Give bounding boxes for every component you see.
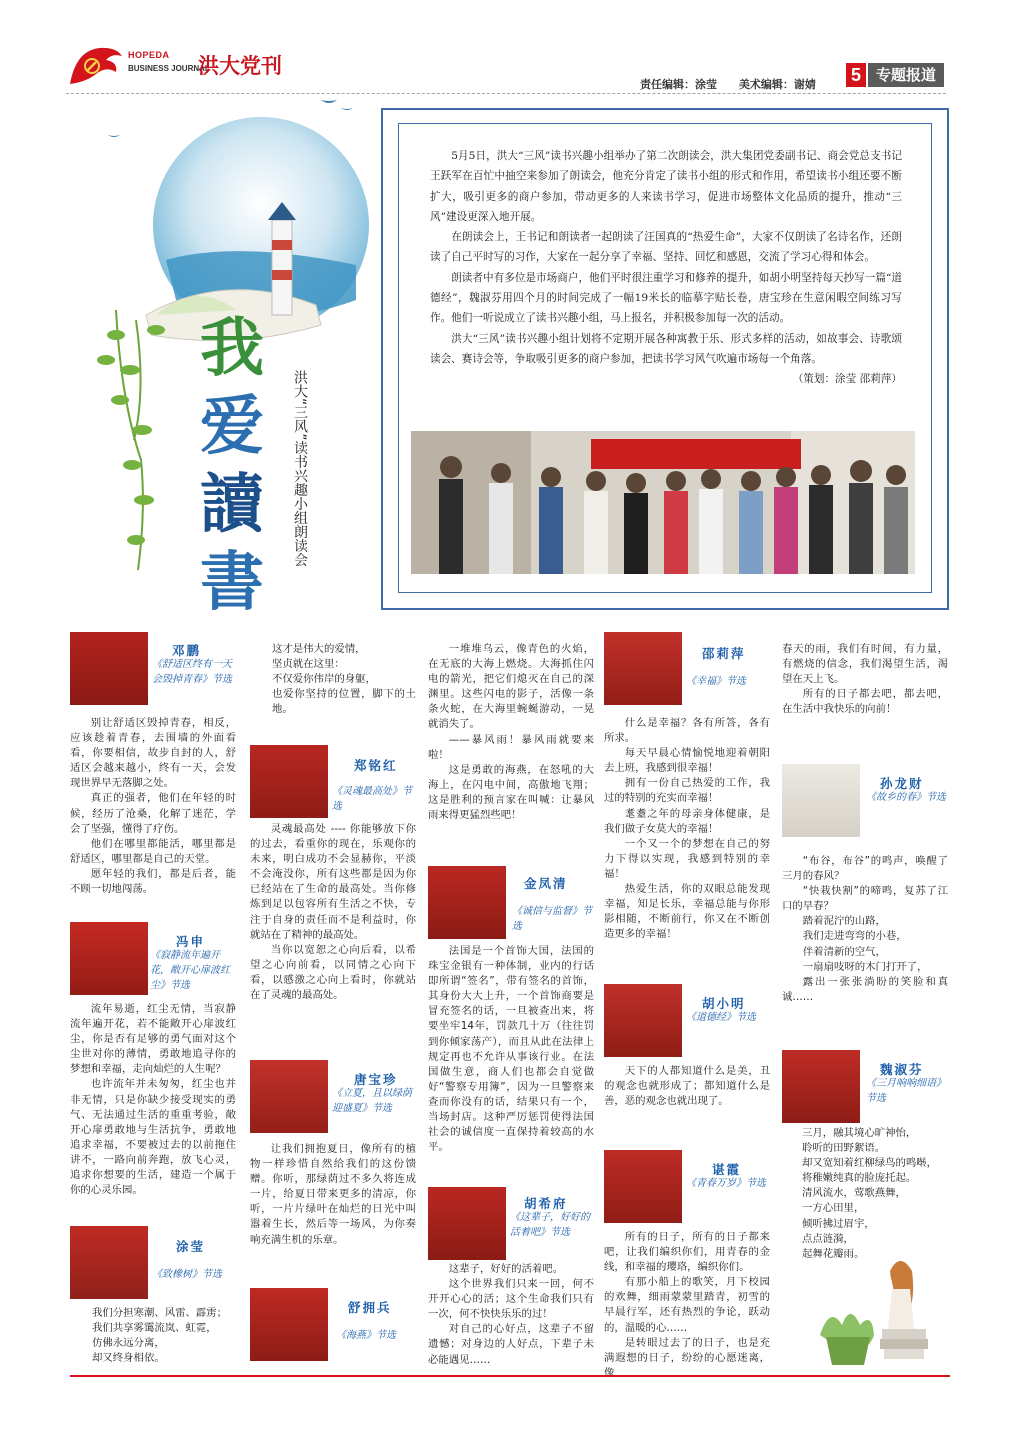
portrait-chenxia xyxy=(604,1150,682,1223)
author-name: 邓鹏 xyxy=(172,643,202,658)
poem-line: 我们共享雾霭流岚、虹霓， xyxy=(92,1322,217,1335)
footer-divider xyxy=(70,1375,950,1377)
poem-line: 一方心田里， xyxy=(802,1202,865,1215)
poem-line: 却又终身相依。 xyxy=(92,1352,165,1365)
piece-title: 《故乡的春》节选 xyxy=(866,792,946,803)
page-number: 5 xyxy=(846,63,866,87)
masthead-logo xyxy=(66,44,296,90)
piece-title: 《幸福》节选 xyxy=(686,676,746,687)
party-flag-icon xyxy=(66,44,124,90)
piece-title: 《舒适区终有一天会毁掉青春》节选 xyxy=(152,659,232,685)
poem-line: 这才是伟大的爱情， xyxy=(272,643,366,655)
reading-girl-illustration xyxy=(800,1245,950,1373)
piece-title: 《这辈子，好好的活着吧》节选 xyxy=(510,1212,590,1238)
poem-continuation xyxy=(250,642,416,717)
section-tag xyxy=(846,63,944,87)
portrait-huxiaoming xyxy=(604,984,682,1057)
page-header xyxy=(0,0,1024,95)
article-paragraph: 什么是幸福？各有所答，各有所求。 xyxy=(604,717,770,745)
piece-title: 《寂静流年遍开花，敞开心扉波红尘》节选 xyxy=(150,950,230,991)
article-body xyxy=(250,822,416,1003)
author-name: 孙龙财 xyxy=(880,776,924,791)
article-body xyxy=(428,944,594,1155)
piece-title: 《三月响响细语》节选 xyxy=(866,1078,946,1104)
article-paragraph: 法国是一个首饰大国，法国的珠宝金银有一种体制，业内的行话即所谓“签名”，带有签名的首饰，其身份大大上升，一个首饰商要是冒充签名的话，一旦被查出来，将要坐牢14年，罚款几十万（往往罚到你倾家荡产），而且从此在法律上规定再也不允许从事该行业。在法国做生意，商人们也都会自觉做好“警察专用簿”，因为一旦警察来查而你没有的话，结果只有一个，当场封店。这种严厉惩罚使得法国社会的诚信度一直保持着较高的水平。 xyxy=(428,945,594,1154)
intro-credit: （策划：涂莹 邵莉萍） xyxy=(792,373,902,386)
portrait-dengpeng xyxy=(70,632,148,705)
article-paragraph: 所有的日子都去吧，都去吧，在生活中我快乐的向前！ xyxy=(782,688,948,716)
piece-title: 《致橡树》节选 xyxy=(152,1269,222,1280)
portrait-sunlongcai xyxy=(782,764,860,837)
poem-line: “布谷，布谷”的鸣声，唤醒了三月的春风？ xyxy=(782,855,948,883)
poem-line: “快栽快割”的啼鸣，复苏了江口的早春？ xyxy=(782,885,948,913)
portrait-tuying xyxy=(70,1226,148,1299)
poem-line: 却又宽知着红柳绿鸟的鸣啭， xyxy=(802,1157,938,1170)
article-paragraph: 热爱生活，你的双眼总能发现幸福，知足长乐，幸福总能与你形影相随，不断前行，你又在不断创造更多的幸福！ xyxy=(604,883,770,941)
piece-title: 《青春万岁》节选 xyxy=(686,1178,766,1189)
author-name: 郑铭红 xyxy=(354,758,398,773)
portrait-tangbaozhen xyxy=(250,1060,328,1133)
article-paragraph: 天下的人都知道什么是美，丑的观念也就形成了；都知道什么是善，恶的观念也就出现了。 xyxy=(604,1065,770,1108)
portrait-fengshen xyxy=(70,922,148,995)
article-paragraph: 一个又一个的梦想在自己的努力下得以实现，我感到特别的幸福！ xyxy=(604,837,770,880)
section-title: 专题报道 xyxy=(868,63,944,87)
feature-title xyxy=(200,310,280,622)
poem-line: 也爱你坚持的位置，脚下的土地。 xyxy=(272,688,416,716)
poem-line: 我们走进弯弯的小巷， xyxy=(802,930,907,943)
author-name: 冯申 xyxy=(176,934,206,949)
poem-line: 起舞花瓣雨。 xyxy=(802,1247,865,1260)
article-paragraph: 当你以宽恕之心向后看，以希望之心向前看，以同情之心向下看，以感激之心向上看时，你就站在了灵魂的最高处。 xyxy=(250,943,416,1002)
poem-line: 将稚嫩纯真的脸庞托起。 xyxy=(802,1172,917,1185)
author-name: 唐宝珍 xyxy=(354,1072,398,1087)
article-body xyxy=(92,1306,242,1366)
editor-credits xyxy=(640,76,834,92)
article-paragraph: 他们在哪里都能活，哪里都是舒适区，哪里都是自己的天堂。 xyxy=(70,837,236,865)
article-paragraph: 流年易逝，红尘无情，当寂静流年遍开花，若不能敞开心扉波红尘，你是否有足够的勇气面对这个尘世对你的薄情，勇敢地追寻你的梦想和幸福，走向灿烂的人生呢？ xyxy=(70,1003,236,1076)
title-char: 讀 xyxy=(200,467,264,542)
piece-title: 《立夏，且以绿荫迎盛夏》节选 xyxy=(332,1088,412,1114)
poem-line: 不仅爱你伟岸的身躯， xyxy=(272,673,376,686)
portrait-shuyongbing xyxy=(250,1288,328,1361)
art-editor-label: 美术编辑：谢婧 xyxy=(738,78,816,91)
title-char: 書 xyxy=(200,545,264,620)
portrait-huxifu xyxy=(428,1187,506,1260)
poem-line: 踏着泥泞的山路， xyxy=(802,915,886,928)
logo-chinese: 洪大党刊 xyxy=(198,54,282,78)
article-paragraph: 让我们拥抱夏日，像所有的植物一样珍惜自然给我们的这份馈赠。你听，那绿荫过不多久将连成一片，给夏日带来更多的清凉，你听，一片片绿叶在灿烂的日光中叫嚣着生长，然后等一场风，为你奏响充满生机的乐章。 xyxy=(250,1143,416,1246)
article-paragraph: 别让舒适区毁掉青春，相反，应该趁着青春，去围墙的外面看看，你要相信，故步自封的人，舒适区会越来越小，终有一天，会发现世界早无落脚之处。 xyxy=(70,717,236,790)
poem-line: 倾听拂过眉宇， xyxy=(802,1217,875,1230)
article-paragraph: 是转眼过去了的日子，也是充满遐想的日子，纷纷的心愿迷离，像 xyxy=(604,1336,770,1379)
article-paragraph: 也许流年并未匆匆，红尘也并非无情，只是你缺少接受现实的勇气、无法通过生活的重重考验，敞开心扉勇敢地与生活抗争，勇敢地追求幸福，不要被过去的以前拖住讲不，一路向前奔跑，放飞心灵，追求你想要的生活，建造一个属于你的心灵乐园。 xyxy=(70,1078,236,1197)
article-body xyxy=(604,1064,770,1109)
article-body xyxy=(604,1230,770,1381)
intro-paragraph: 洪大“三风”读书兴趣小组计划将不定期开展各种寓教于乐、形式多样的活动，如故事会、诗歌颂读会、赛诗会等，争取吸引更多的商户参加，把读书学习风气吹遍市场每一个角落。 xyxy=(430,332,902,365)
editor-label: 责任编辑：涂莹 xyxy=(640,78,717,91)
article-body xyxy=(428,1262,594,1368)
article-body xyxy=(802,1126,948,1262)
poem-line: 坚贞就在这里： xyxy=(272,658,345,671)
author-name: 魏淑芬 xyxy=(880,1062,924,1077)
article-paragraph: 春天的雨，我们有时间，有力量，有燃烧的信念，我们渴望生活，渴望在天上飞。 xyxy=(782,643,948,686)
piece-title: 《道德经》节选 xyxy=(686,1012,756,1023)
poem-line: 三月，融其境心旷神怡， xyxy=(802,1127,917,1139)
logo-english-bottom: BUSINESS JOURNAL xyxy=(128,64,210,73)
article-paragraph: 这个世界我们只来一回，何不开开心心的活；这个生命我们只有一次，何不快快乐乐的过！ xyxy=(428,1278,594,1321)
author-name: 胡小明 xyxy=(702,996,746,1011)
article-paragraph: 拥有一份自己热爱的工作，我过的特别的充实而幸福！ xyxy=(604,777,770,805)
portrait-zhengminghong xyxy=(250,745,328,818)
feature-subtitle: 洪大“三风”读书兴趣小组朗读会 xyxy=(292,370,308,567)
group-photo-image xyxy=(411,431,915,574)
article-paragraph: 这是勇敢的海燕，在怒吼的大海上，在闪电中间，高傲地飞翔；这是胜利的预言家在叫喊：让暴风雨来得更猛烈些吧！ xyxy=(428,763,594,822)
article-paragraph: 有那小船上的歌笑，月下校园的欢舞，细雨蒙蒙里踏青，初雪的早晨行军，还有热烈的争论，跃动的，温暖的心…… xyxy=(604,1276,770,1334)
portrait-shaoliping xyxy=(604,632,682,705)
piece-title: 《灵魂最高处》节选 xyxy=(332,786,412,812)
article-paragraph: 这辈子，好好的活着吧。 xyxy=(448,1263,564,1275)
article-paragraph: 一堆堆乌云，像青色的火焰，在无底的大海上燃烧。大海抓住闪电的箭光，把它们熄灭在自己的深渊里。这些闪电的影子，活像一条条火蛇，在大海里蜿蜒游动，一晃就消失了。 xyxy=(428,643,594,731)
portrait-jinfengqing xyxy=(428,866,506,939)
article-body xyxy=(782,854,948,1005)
poem-line: 我们分担寒潮、风雷、霹雳； xyxy=(92,1307,228,1319)
article-body xyxy=(70,716,236,897)
logo-english-top: HOPEDA xyxy=(128,50,170,60)
author-name: 舒拥兵 xyxy=(348,1300,392,1315)
author-name: 涂莹 xyxy=(176,1239,206,1254)
portrait-weishufen xyxy=(782,1050,860,1123)
group-photo xyxy=(411,431,915,574)
article-paragraph: 耄耋之年的母亲身体健康，是我们做子女莫大的幸福！ xyxy=(604,807,770,835)
author-name: 谌霞 xyxy=(712,1162,742,1177)
author-name: 胡希府 xyxy=(524,1196,568,1211)
poem-line: 仿佛永远分离， xyxy=(92,1337,165,1350)
haiyan-excerpt xyxy=(428,642,594,823)
poem-line: 聆听的田野絮语。 xyxy=(802,1142,886,1155)
header-divider xyxy=(66,93,946,94)
qingchun-continuation xyxy=(782,642,948,717)
poem-line: 露出一张张淌盼的笑脸和真诚…… xyxy=(782,975,948,1003)
poem-line: 一扇扇吱呀的木门打开了， xyxy=(802,960,928,973)
poem-line: 伴着清新的空气， xyxy=(802,945,886,958)
poem-line: 清风流水，莺歌燕舞， xyxy=(802,1187,906,1200)
title-char: 爱 xyxy=(200,389,264,464)
article-paragraph: ——暴风雨！暴风雨就要来啦！ xyxy=(428,733,594,761)
article-body xyxy=(250,1142,416,1248)
article-paragraph: 所有的日子，所有的日子都来吧，让我们编织你们，用青春的金线，和幸福的璎珞，编织你们。 xyxy=(604,1231,770,1274)
author-name: 金凤清 xyxy=(524,876,568,891)
author-name: 邵莉萍 xyxy=(702,646,746,661)
article-paragraph: 灵魂最高处 ---- 你能够放下你的过去，看重你的现在，乐观你的未来，明白成功不会显赫你，平淡不会淹没你，所有这些都是因为你已经站在了生命的最高处。当你修炼到足以包容所有生活之不快，专注于自身的责任而不是利益时，你就站在了精神的最高处。 xyxy=(250,823,416,941)
piece-title: 《海燕》节选 xyxy=(336,1330,396,1341)
article-body xyxy=(70,1002,236,1198)
intro-paragraph: 朗读者中有多位是市场商户，他们平时很注重学习和修养的提升，如胡小明坚持每天抄写一篇“道德经”，魏淑芬用四个月的时间完成了一幅19米长的临摹字贴长卷，唐宝珍在生意闲暇空间练习写作。他们一听说成立了读书兴趣小组，马上报名，并积极参加每一次的活动。 xyxy=(430,271,902,325)
article-paragraph: 每天早晨心情愉悦地迎着朝阳去上班，我感到很幸福！ xyxy=(604,747,770,775)
title-char: 我 xyxy=(200,311,264,386)
intro-paragraph: 5月5日，洪大“三风”读书兴趣小组举办了第二次朗读会，洪大集团党委副书记、商会党总支书记王跃军在百忙中抽空来参加了朗读会，他充分肯定了读书小组的形式和作用，希望读书小组还要不断扩大，吸引更多的商户参加，带动更多的人来读书学习，促进市场整体文化品质的提升，推动“三风”建设更深入地开展。 xyxy=(430,150,902,223)
piece-title: 《诚信与监督》节选 xyxy=(512,906,592,932)
article-paragraph: 对自己的心好点，这辈子不留遗憾；对身边的人好点，下辈子未必能遇见…… xyxy=(428,1323,594,1366)
intro-article xyxy=(430,146,902,390)
poem-line: 点点涟漪， xyxy=(802,1232,854,1245)
article-paragraph: 真正的强者，他们在年轻的时候，经历了沧桑，化解了迷茫，学会了坚强，懂得了疗伤。 xyxy=(70,792,236,835)
article-paragraph: 愿年轻的我们，都是后者，能不顾一切地闯荡。 xyxy=(70,867,236,896)
intro-paragraph: 在朗读会上，王书记和朗读者一起朗读了汪国真的“热爱生命”，大家不仅朗读了名诗名作，还朗读了自己平时写的习作，大家在一起分享了幸福、坚持、回忆和感恩，交流了学习心得和体会。 xyxy=(430,231,902,264)
article-body xyxy=(604,716,770,942)
